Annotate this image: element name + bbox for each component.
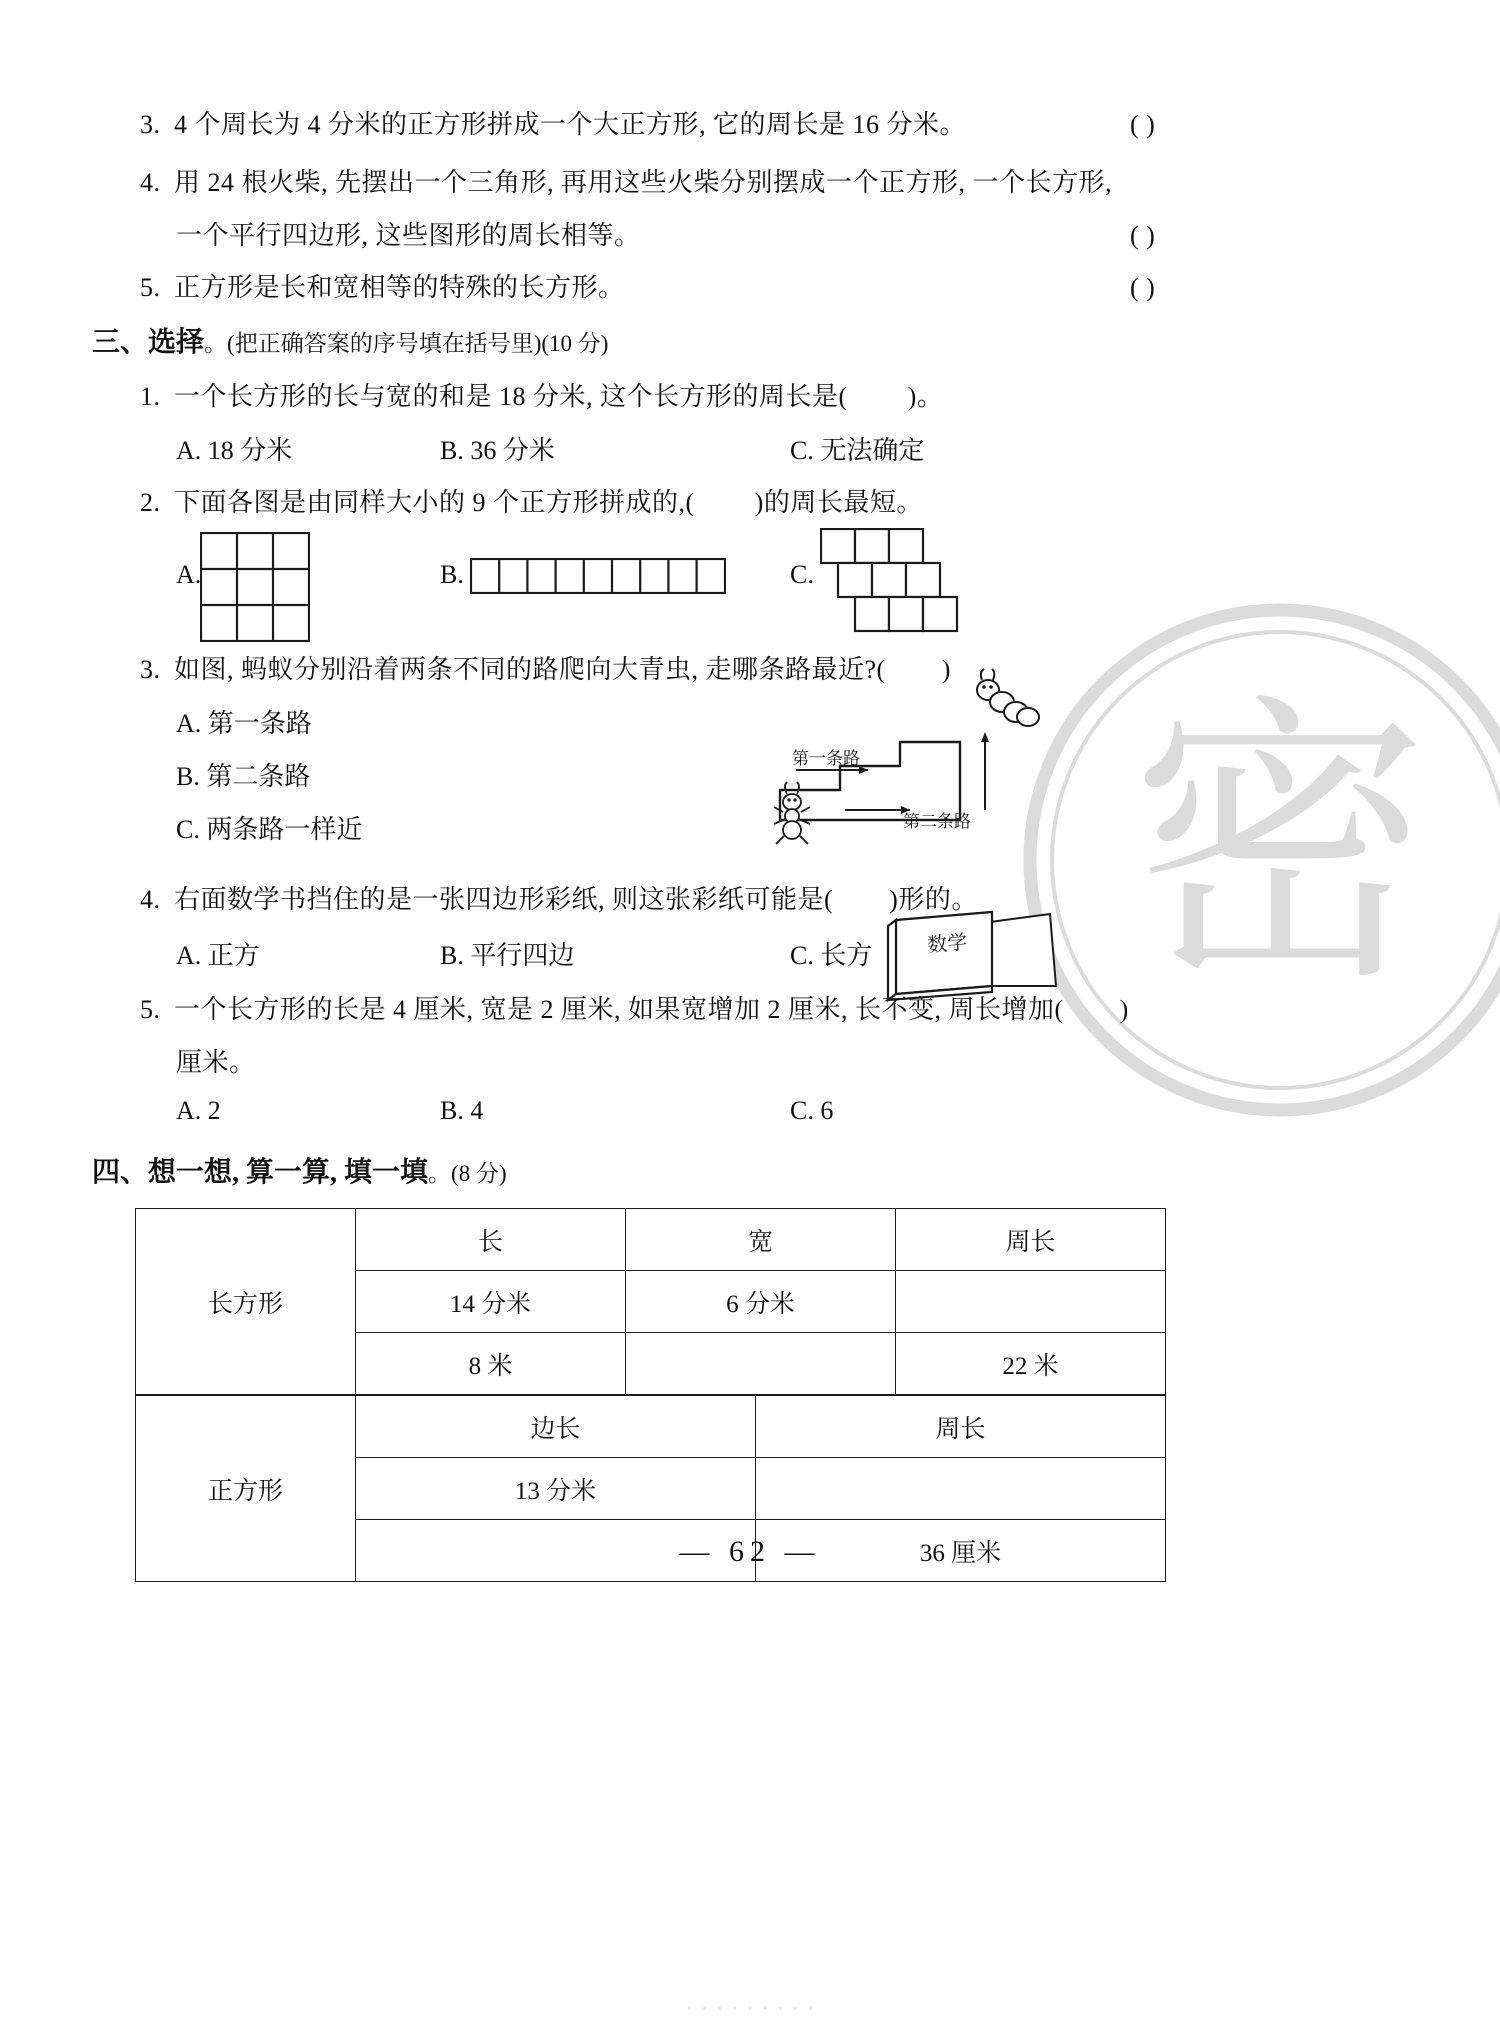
choice-q1-option-a[interactable]: A. 18 分米 [176, 436, 293, 465]
choice-q2-option-a-label[interactable]: A. [176, 560, 202, 589]
section-four-header: 四、想一想, 算一算, 填一填。(8 分) [92, 1157, 507, 1188]
table-rectangle-r1-width: 6 分米 [626, 1271, 896, 1333]
path2-arrow [845, 806, 910, 814]
tf-item-5-text: 正方形是长和宽相等的特殊的长方形。 [174, 273, 625, 302]
choice-q5-number: 5. [140, 995, 161, 1024]
watermark-glyph: 密 [1130, 681, 1430, 1014]
choice-q5-stem-line2: 厘米。 [176, 1048, 256, 1077]
choice-q3-number: 3. [140, 655, 161, 684]
choice-q3-stem: 3. 如图, 蚂蚁分别沿着两条不同的路爬向大青虫, 走哪条路最近?( ) [140, 650, 951, 689]
choice-q3-option-b[interactable]: B. 第二条路 [176, 762, 311, 791]
table-square-r1-perimeter-blank[interactable] [756, 1458, 1166, 1520]
table-rectangle-header-perimeter: 周长 [896, 1209, 1166, 1271]
tf-item-4-number: 4. [140, 168, 161, 197]
tf-item-3-number: 3. [140, 110, 161, 139]
tf-item-3 [140, 105, 966, 144]
table-row [136, 1396, 1166, 1458]
choice-q2-option-b-label[interactable]: B. [440, 560, 464, 589]
path2-label: 第二条路 [903, 812, 971, 831]
choice-q3-option-a[interactable]: A. 第一条路 [176, 709, 312, 738]
vertical-arrow [981, 732, 989, 810]
table-square-header-side: 边长 [356, 1396, 756, 1458]
choice-q2-stem: 2. 下面各图是由同样大小的 9 个正方形拼成的,( )的周长最短。 [140, 483, 923, 522]
tf-item-4 [140, 163, 1112, 202]
choice-q1-stem: 1. 一个长方形的长与宽的和是 18 分米, 这个长方形的周长是( )。 [140, 377, 943, 416]
tf-item-3-answer[interactable]: ( ) [1130, 110, 1156, 139]
tf-item-5 [140, 268, 625, 307]
choice-q2-option-c-label[interactable]: C. [790, 560, 814, 589]
table-rectangle [135, 1208, 1166, 1395]
table-square-row-label: 正方形 [136, 1396, 356, 1582]
table-rectangle-r1-perimeter-blank[interactable] [896, 1271, 1166, 1333]
choice-q1-option-c[interactable]: C. 无法确定 [790, 436, 925, 465]
table-rectangle-row-label: 长方形 [136, 1209, 356, 1395]
table-square-r2-perimeter: 36 厘米 [756, 1520, 1166, 1582]
caterpillar-icon [977, 669, 1039, 726]
section-three-score: (10 分) [541, 331, 609, 356]
table-row [136, 1209, 1166, 1271]
choice-q1-option-b[interactable]: B. 36 分米 [440, 436, 555, 465]
page-number: — 62 — [679, 1535, 821, 1568]
colored-paper-shape [990, 914, 1056, 986]
figure-square-3x3-grid [200, 532, 310, 647]
table-square-header-perimeter: 周长 [756, 1396, 1166, 1458]
svg-text:· · · · · · · · ·: · · · · · · · · · [685, 1994, 815, 2023]
section-four-index: 四、 [92, 1157, 149, 1188]
tf-item-4-text: 用 24 根火柴, 先摆出一个三角形, 再用这些火柴分别摆成一个正方形, 一个长方形, [174, 168, 1113, 197]
section-three-index: 三、 [92, 327, 149, 358]
choice-q5-option-a[interactable]: A. 2 [176, 1096, 221, 1125]
section-three-header: 三、选择。(把正确答案的序号填在括号里)(10 分) [92, 327, 609, 358]
table-rectangle-header-width: 宽 [626, 1209, 896, 1271]
book-title-label: 数学 [926, 931, 969, 957]
tf-item-3-text: 4 个周长为 4 分米的正方形拼成一个大正方形, 它的周长是 16 分米。 [174, 110, 967, 139]
table-rectangle-r2-perimeter: 22 米 [896, 1333, 1166, 1395]
scan-artifact [0, 1987, 1500, 2027]
table-rectangle-header-length: 长 [356, 1209, 626, 1271]
tf-item-4-answer[interactable]: ( ) [1130, 221, 1156, 250]
table-rectangle-r1-length: 14 分米 [356, 1271, 626, 1333]
choice-q1-number: 1. [140, 382, 161, 411]
choice-q5-option-c[interactable]: C. 6 [790, 1096, 834, 1125]
choice-q4-stem: 4. 右面数学书挡住的是一张四边形彩纸, 则这张彩纸可能是( )形的。 [140, 880, 978, 919]
path1-label: 第一条路 [792, 749, 860, 768]
figure-row-1x9-grid [470, 558, 726, 599]
section-three-instruction: (把正确答案的序号填在括号里) [227, 331, 542, 356]
section-four-title: 想一想, 算一算, 填一填 [148, 1157, 429, 1188]
section-three-title: 选择 [148, 327, 205, 358]
figure-ant-stairs-illustration [770, 660, 1090, 875]
choice-q4-option-a[interactable]: A. 正方 [176, 941, 260, 970]
choice-q4-option-c[interactable]: C. 长方 [790, 941, 873, 970]
table-rectangle-r2-width-blank[interactable] [626, 1333, 896, 1395]
table-square-r1-side: 13 分米 [356, 1458, 756, 1520]
section-four-score: (8 分) [451, 1161, 507, 1186]
table-rectangle-r2-length: 8 米 [356, 1333, 626, 1395]
choice-q2-number: 2. [140, 488, 161, 517]
choice-q5-stem: 5. 一个长方形的长是 4 厘米, 宽是 2 厘米, 如果宽增加 2 厘米, 长不变, 周长增加( ) [140, 990, 1129, 1029]
tf-item-5-number: 5. [140, 273, 161, 302]
tf-item-5-answer[interactable]: ( ) [1130, 273, 1156, 302]
figure-staircase-grid [820, 528, 960, 641]
choice-q3-option-c[interactable]: C. 两条路一样近 [176, 815, 363, 844]
book-cover [888, 912, 992, 1000]
choice-q4-option-b[interactable]: B. 平行四边 [440, 941, 575, 970]
choice-q5-option-b[interactable]: B. 4 [440, 1096, 484, 1125]
choice-q4-number: 4. [140, 885, 161, 914]
tf-item-4-text-line2: 一个平行四边形, 这些图形的周长相等。 [176, 221, 641, 250]
